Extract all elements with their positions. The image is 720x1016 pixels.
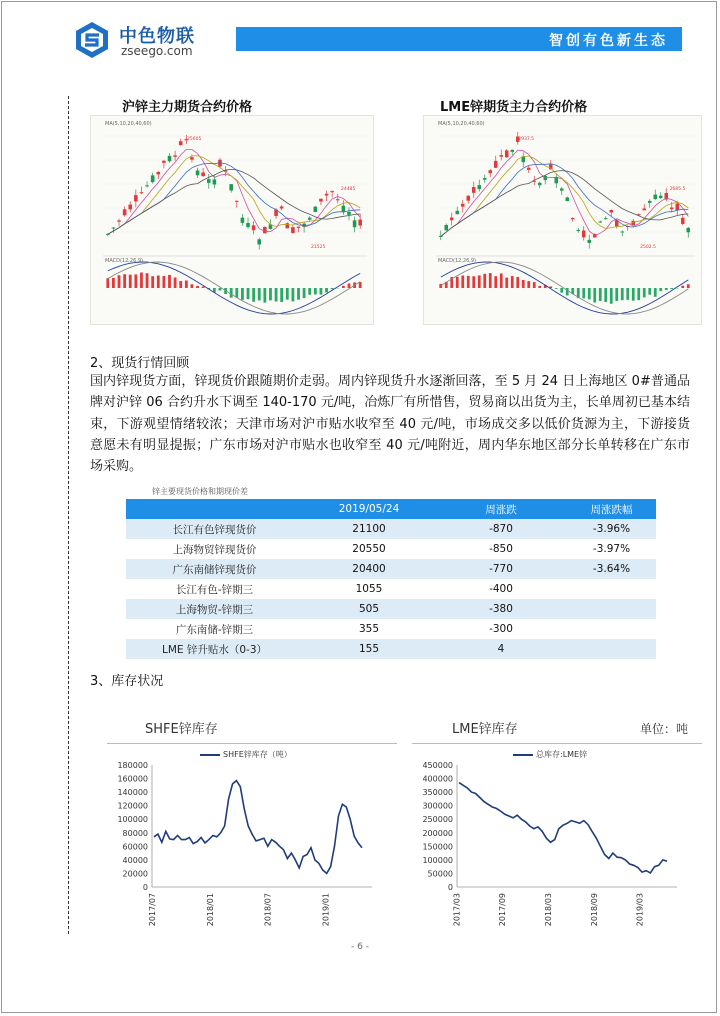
candle-body bbox=[466, 196, 470, 201]
candle-body bbox=[576, 230, 580, 231]
shfe-futures-kline-chart bbox=[90, 115, 374, 325]
candle-body bbox=[538, 183, 542, 185]
lme-legend bbox=[513, 749, 587, 760]
table-header-cell bbox=[126, 499, 303, 519]
table-row bbox=[126, 559, 656, 579]
legend-swatch bbox=[200, 754, 220, 756]
margin-rule bbox=[68, 96, 69, 934]
candle-body bbox=[527, 168, 531, 170]
candle-body bbox=[571, 218, 575, 219]
x-tick-label: 2018/01 bbox=[205, 893, 215, 927]
candle-body bbox=[450, 218, 454, 221]
candle-body bbox=[140, 192, 144, 193]
shfe-title-rule bbox=[107, 743, 397, 744]
candle-body bbox=[134, 195, 138, 201]
candle-body bbox=[444, 225, 448, 230]
y-tick-label: 450000 bbox=[422, 761, 453, 770]
macd-line bbox=[108, 262, 360, 314]
candle-body bbox=[560, 189, 564, 191]
price-label: 2685.5 bbox=[669, 187, 686, 192]
shfe-inventory-title: SHFE锌库存 bbox=[145, 722, 218, 737]
candle-body bbox=[325, 194, 329, 196]
moving-average-line bbox=[108, 156, 360, 235]
candle-body bbox=[642, 208, 646, 210]
table-header-cell: 周涨跌 bbox=[435, 499, 567, 519]
kline-legend-label: MA(5,10,20,40,60) bbox=[105, 121, 152, 127]
table-cell: -300 bbox=[489, 623, 513, 635]
candle-body bbox=[196, 171, 200, 176]
candle-body bbox=[201, 172, 205, 176]
candle-body bbox=[162, 161, 166, 163]
table-cell: -400 bbox=[489, 583, 513, 595]
y-tick-label: 50000 bbox=[427, 869, 453, 879]
candle-body bbox=[505, 150, 509, 157]
table-cell: 20550 bbox=[352, 543, 386, 555]
table-cell: -870 bbox=[435, 519, 567, 539]
table-cell: 21100 bbox=[303, 519, 435, 539]
candle-body bbox=[675, 204, 679, 210]
lme-inventory-chart bbox=[412, 760, 702, 930]
y-tick-label: 180000 bbox=[117, 761, 148, 770]
spot-table-title: 锌主要现货价格和期现价差 bbox=[152, 487, 248, 496]
y-tick-label: 140000 bbox=[117, 788, 148, 798]
spot-price-table bbox=[126, 499, 656, 659]
table-header-cell: 2019/05/24 bbox=[303, 499, 435, 519]
table-row bbox=[126, 539, 656, 559]
candle-body bbox=[477, 185, 481, 189]
x-tick-label: 2017/07 bbox=[147, 893, 157, 927]
y-tick-label: 250000 bbox=[422, 815, 453, 825]
macd-line bbox=[108, 262, 360, 314]
candle-body bbox=[347, 212, 351, 215]
candle-body bbox=[257, 239, 261, 244]
brand-name-cn: 中色物联 bbox=[119, 26, 195, 47]
y-tick-label: 160000 bbox=[117, 774, 148, 784]
candle-body bbox=[190, 157, 194, 159]
candle-body bbox=[246, 223, 250, 227]
candle-body bbox=[455, 211, 459, 214]
header-banner bbox=[236, 27, 682, 51]
candle-body bbox=[659, 196, 663, 198]
price-label: 24485 bbox=[341, 187, 356, 192]
row-label-cell: 长江有色锌现货价 bbox=[126, 519, 303, 539]
candle-body bbox=[128, 205, 132, 210]
candle-body bbox=[681, 218, 685, 224]
table-cell: -850 bbox=[489, 543, 513, 555]
candle-body bbox=[297, 227, 301, 228]
legend-swatch bbox=[513, 754, 533, 756]
kline-legend-label: MA(5,10,20,40,60) bbox=[438, 121, 485, 127]
candle-body bbox=[156, 172, 160, 174]
moving-average-line bbox=[108, 169, 360, 234]
table-cell: -3.96% bbox=[567, 519, 656, 539]
table-cell bbox=[567, 599, 656, 619]
lme-title-rule bbox=[412, 743, 702, 744]
candle-body bbox=[145, 185, 149, 186]
candle-body bbox=[168, 156, 172, 161]
row-label-cell: 上海物贸锌现货价 bbox=[172, 543, 257, 556]
x-tick-label: 2018/03 bbox=[543, 893, 553, 927]
x-tick-label: 2018/09 bbox=[589, 893, 599, 927]
table-row bbox=[126, 599, 656, 619]
slogan: 智创有色新生态 bbox=[549, 33, 668, 49]
y-tick-label: 200000 bbox=[422, 828, 453, 838]
x-tick-label: 2019/01 bbox=[321, 893, 331, 927]
candle-body bbox=[252, 225, 256, 230]
candle-body bbox=[353, 220, 357, 227]
shfe-futures-chart-title: 沪锌主力期货合约价格 bbox=[122, 100, 253, 115]
table-cell: 1055 bbox=[355, 583, 383, 595]
candle-body bbox=[241, 218, 245, 223]
candle-body bbox=[342, 206, 346, 213]
table-cell: 155 bbox=[303, 639, 435, 659]
candle-body bbox=[123, 209, 127, 215]
candle-body bbox=[336, 199, 340, 200]
company-logo-icon bbox=[72, 20, 112, 60]
candle-body bbox=[653, 195, 657, 199]
brand-name-en: zseego.com bbox=[121, 44, 193, 58]
lme-inventory-title: LME锌库存 bbox=[452, 722, 518, 737]
candle-body bbox=[179, 141, 183, 145]
candle-body bbox=[648, 201, 652, 203]
shfe-legend-label: SHFE锌库存（吨） bbox=[223, 750, 292, 759]
table-row bbox=[126, 619, 656, 639]
candle-body bbox=[582, 230, 586, 237]
lme-futures-kline-chart bbox=[423, 115, 702, 325]
candle-body bbox=[117, 220, 121, 221]
y-tick-label: 80000 bbox=[122, 828, 148, 838]
price-label: 2937.5 bbox=[518, 137, 535, 142]
x-tick-label: 2017/09 bbox=[498, 893, 508, 927]
table-cell bbox=[567, 639, 656, 659]
y-tick-label: 120000 bbox=[117, 801, 148, 811]
y-tick-label: 350000 bbox=[422, 788, 453, 798]
y-tick-label: 60000 bbox=[122, 842, 148, 852]
table-cell: 505 bbox=[303, 599, 435, 619]
macd-label: MACD(12,26,9) bbox=[438, 258, 476, 264]
unit-label: 单位：吨 bbox=[640, 722, 689, 736]
candle-body bbox=[285, 223, 289, 228]
x-tick-label: 2019/03 bbox=[635, 893, 645, 927]
moving-average-line bbox=[108, 149, 360, 234]
table-cell: -380 bbox=[435, 599, 567, 619]
candle-body bbox=[510, 150, 514, 152]
table-cell bbox=[567, 579, 656, 599]
table-row bbox=[126, 639, 656, 659]
candle-body bbox=[291, 227, 295, 233]
candle-body bbox=[472, 187, 476, 193]
candle-body bbox=[330, 191, 334, 192]
lme-kline-canvas bbox=[424, 116, 701, 324]
candle-body bbox=[235, 201, 239, 202]
section-2-heading: 2、现货行情回顾 bbox=[90, 356, 190, 371]
candle-body bbox=[461, 204, 465, 207]
candle-body bbox=[280, 206, 284, 208]
y-tick-label: 0 bbox=[447, 883, 453, 892]
moving-average-line bbox=[441, 164, 689, 237]
row-label-cell: 广东南储锌现货价 bbox=[126, 559, 303, 579]
y-tick-label: 20000 bbox=[122, 869, 148, 879]
inventory-series-line bbox=[154, 781, 362, 874]
candle-body bbox=[609, 210, 613, 212]
shfe-kline-canvas bbox=[91, 116, 373, 324]
candle-body bbox=[604, 218, 608, 219]
row-label-cell: 上海物贸-锌期三 bbox=[126, 599, 303, 619]
table-cell bbox=[567, 619, 656, 639]
candle-body bbox=[620, 231, 624, 232]
macd-label: MACD(12,26,9) bbox=[105, 258, 143, 264]
candle-body bbox=[229, 184, 233, 190]
shfe-legend bbox=[200, 749, 292, 760]
page-number: - 6 - bbox=[351, 942, 369, 952]
candle-body bbox=[173, 155, 177, 156]
candle-body bbox=[314, 207, 318, 212]
candle-body bbox=[319, 199, 323, 202]
candle-body bbox=[263, 227, 267, 233]
table-header-row bbox=[126, 499, 656, 519]
section-3-heading: 3、库存状况 bbox=[90, 674, 164, 689]
lme-futures-chart-title: LME锌期货主力合约价格 bbox=[440, 100, 588, 115]
candle-body bbox=[151, 175, 155, 182]
x-tick-label: 2018/07 bbox=[263, 893, 273, 927]
table-header-cell: 周涨跌幅 bbox=[567, 499, 656, 519]
lme-legend-label: 总库存:LME锌 bbox=[536, 750, 588, 759]
price-label: 25605 bbox=[187, 137, 202, 142]
row-label-cell: 长江有色-锌期三 bbox=[175, 583, 254, 596]
moving-average-line bbox=[441, 150, 689, 236]
table-cell: 355 bbox=[358, 623, 380, 635]
row-label-cell: 广东南储-锌期三 bbox=[175, 623, 254, 636]
candle-body bbox=[565, 197, 569, 201]
y-tick-label: 300000 bbox=[422, 801, 453, 811]
table-cell: -3.97% bbox=[592, 543, 631, 555]
candle-body bbox=[358, 220, 362, 226]
candle-body bbox=[494, 161, 498, 168]
y-tick-label: 400000 bbox=[422, 774, 453, 784]
y-tick-label: 100000 bbox=[117, 815, 148, 825]
candle-body bbox=[499, 155, 503, 157]
candle-body bbox=[670, 208, 674, 210]
table-row bbox=[126, 579, 656, 599]
candle-body bbox=[308, 218, 312, 220]
candle-body bbox=[207, 179, 211, 183]
x-tick-label: 2017/03 bbox=[452, 893, 462, 927]
shfe-inventory-chart bbox=[107, 760, 397, 930]
table-cell: 4 bbox=[435, 639, 567, 659]
inventory-series-line bbox=[459, 783, 667, 873]
table-row bbox=[126, 519, 656, 539]
candle-body bbox=[488, 170, 492, 173]
y-tick-label: 0 bbox=[142, 883, 148, 892]
y-tick-label: 150000 bbox=[422, 842, 453, 852]
y-tick-label: 40000 bbox=[122, 855, 148, 865]
candle-body bbox=[213, 179, 217, 184]
price-label: 21525 bbox=[311, 245, 326, 250]
table-cell: -3.64% bbox=[567, 559, 656, 579]
table-cell: -770 bbox=[435, 559, 567, 579]
y-tick-label: 100000 bbox=[422, 855, 453, 865]
row-label-cell: LME 锌升贴水（0-3） bbox=[126, 639, 303, 659]
candle-body bbox=[483, 178, 487, 180]
table-cell: 20400 bbox=[303, 559, 435, 579]
candle-body bbox=[112, 228, 116, 229]
candle-body bbox=[587, 240, 591, 243]
moving-average-line bbox=[108, 163, 360, 235]
section-2-body: 国内锌现货方面，锌现货价跟随期价走弱。周内锌现货升水逐渐回落，至 5 月 24 日上海地区 0#普通品牌对沪锌 06 合约升水下调至 140-170 元/吨，冶炼厂有所惜售，贸易商以出货为主，长单周初已基本结束，下游观望情绪较浓；天津市场对沪市贴水收窄至 40 元/吨，市场成交多以低价货源为主，下游接货意愿未有明显提振；广东市场对沪市贴水也收窄至 40 元/吨附近，周内华东地区部分长单转移在广东市场采购。 bbox=[90, 374, 690, 475]
price-label: 2502.5 bbox=[640, 245, 656, 250]
candle-body bbox=[686, 228, 690, 232]
candle-body bbox=[598, 222, 602, 223]
